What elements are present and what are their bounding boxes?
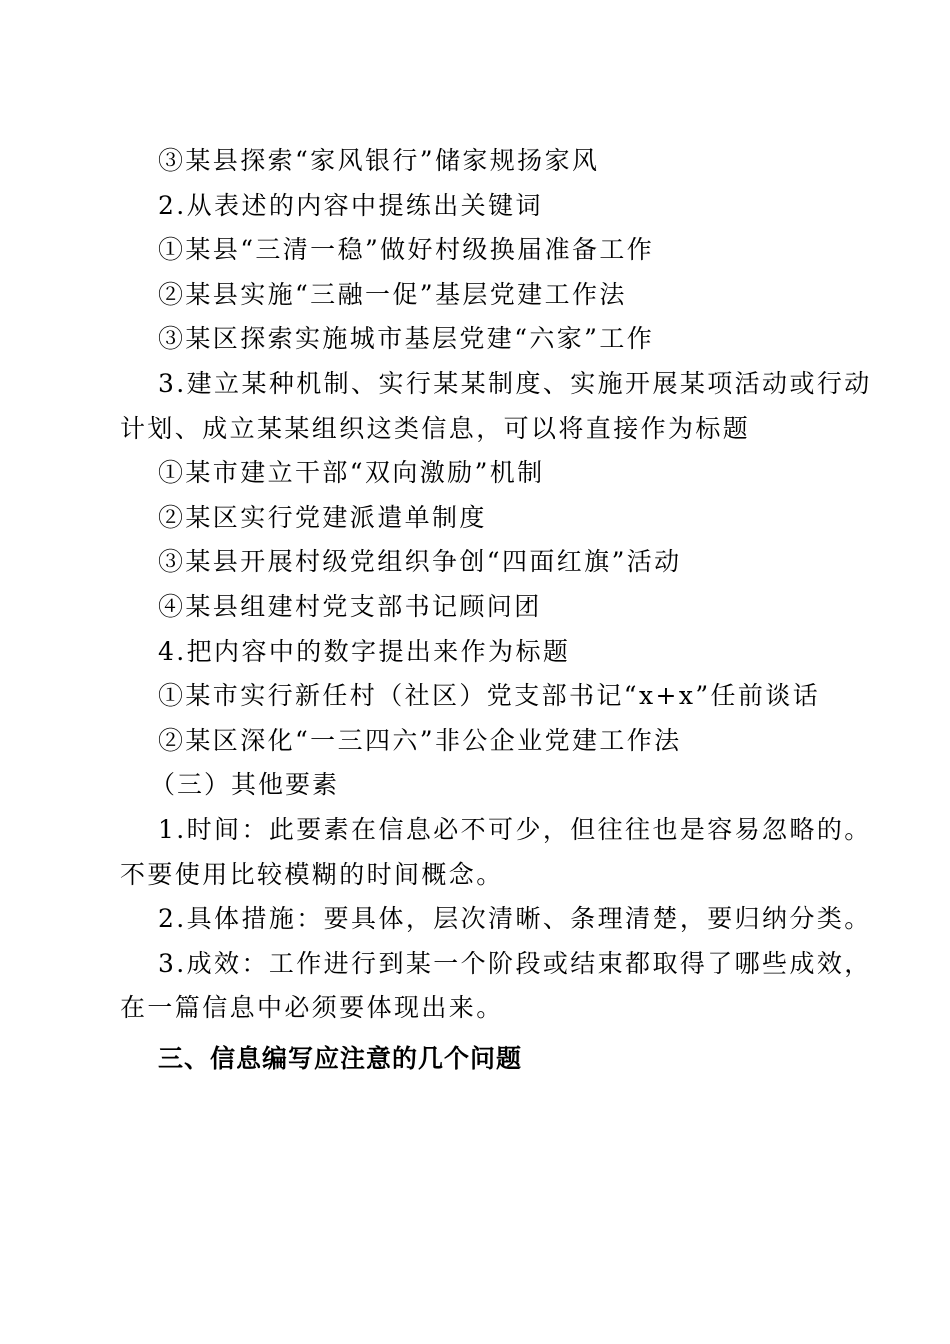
paragraph-line: 2.从表述的内容中提练出关键词 [158, 190, 543, 220]
paragraph-line: ③某县探索“家风银行”储家规扬家风 [158, 146, 600, 175]
paragraph-line: ③某区探索实施城市基层党建“六家”工作 [158, 324, 655, 354]
paragraph-line: 计划、成立某某组织这类信息，可以将直接作为标题 [120, 413, 751, 443]
paragraph-line: ③某县开展村级党组织争创“四面红旗”活动 [158, 547, 682, 577]
paragraph-line: ②某区深化“一三四六”非公企业党建工作法 [158, 725, 682, 755]
paragraph-line: 1.时间：此要素在信息必不可少，但往往也是容易忽略的。 [158, 814, 872, 844]
paragraph-line: 2.具体措施：要具体，层次清晰、条理清楚，要归纳分类。 [158, 904, 872, 934]
paragraph-line: 不要使用比较模糊的时间概念。 [120, 859, 504, 889]
paragraph-line: 3.建立某种机制、实行某某制度、实施开展某项活动或行动 [158, 368, 872, 398]
paragraph-line: 3.成效：工作进行到某一个阶段或结束都取得了哪些成效， [158, 948, 872, 978]
paragraph-line: ②某县实施“三融一促”基层党建工作法 [158, 279, 627, 309]
document-body [120, 139, 872, 1081]
paragraph-line: ②某区实行党建派遣单制度 [158, 502, 487, 532]
paragraph-line: ①某市建立干部“双向激励”机制 [158, 458, 545, 488]
paragraph-line: 在一篇信息中必须要体现出来。 [120, 993, 504, 1023]
paragraph-line: ④某县组建村党支部书记顾问团 [158, 591, 542, 621]
section-heading: 三、信息编写应注意的几个问题 [158, 1043, 523, 1073]
paragraph-line: 4.把内容中的数字提出来作为标题 [158, 636, 571, 666]
paragraph-line: ①某县“三清一稳”做好村级换届准备工作 [158, 235, 655, 265]
paragraph-line: ①某市实行新任村（社区）党支部书记“x+x”任前谈话 [158, 681, 821, 711]
section-subheading: （三）其他要素 [150, 770, 340, 800]
